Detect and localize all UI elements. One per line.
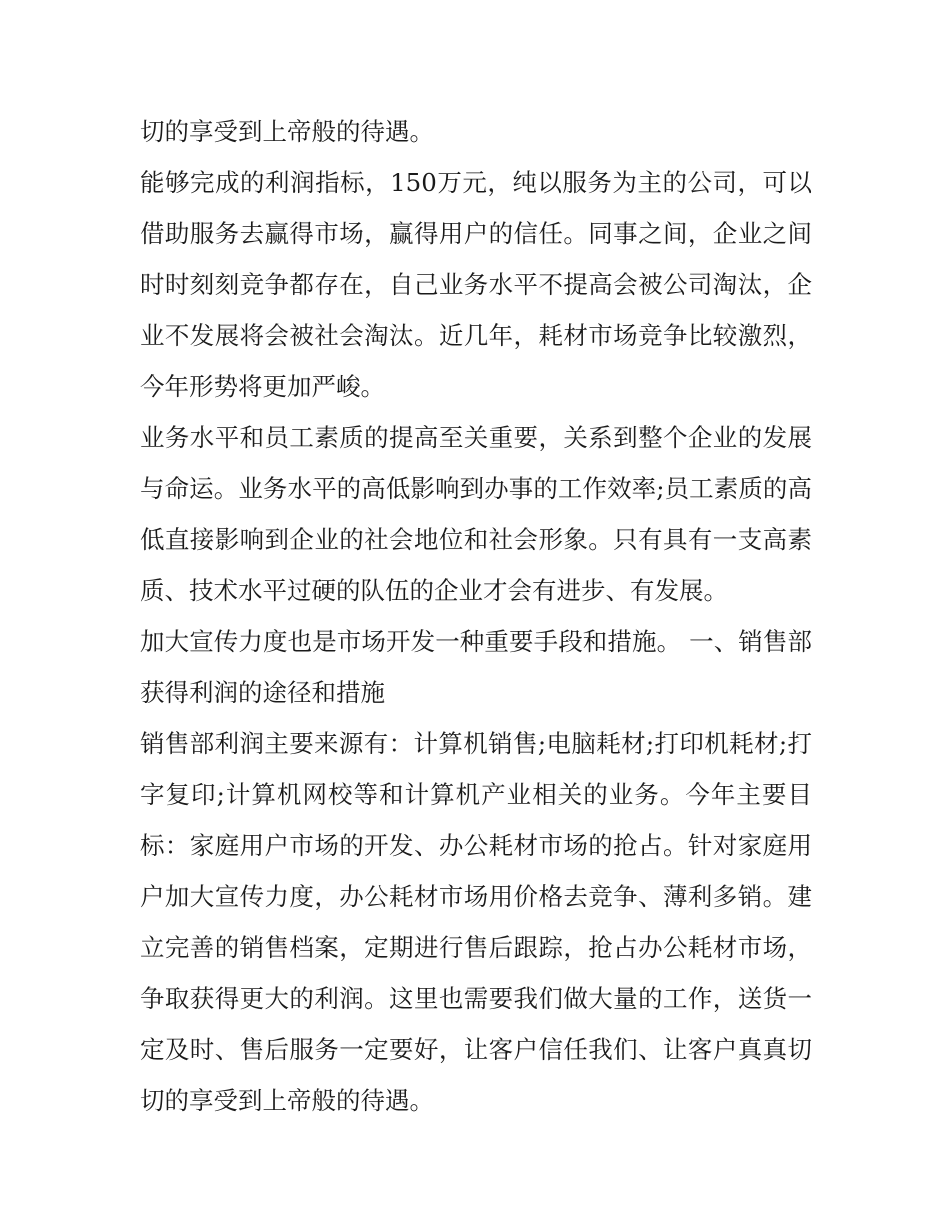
document-body xyxy=(140,106,812,1126)
paragraph-3: 业务水平和员工素质的提高至关重要，关系到整个企业的发展与命运。业务水平的高低影响到办事的工作效率;员工素质的高低直接影响到企业的社会地位和社会形象。只有具有一支高素质、技术水平过硬的队伍的企业才会有进步、有发展。 xyxy=(140,423,812,605)
paragraph-4: 加大宣传力度也是市场开发一种重要手段和措施。 一、销售部获得利润的途径和措施 xyxy=(140,627,812,707)
paragraph-2: 能够完成的利润指标，150万元，纯以服务为主的公司，可以借助服务去赢得市场，赢得用户的信任。同事之间，企业之间时时刻刻竞争都存在，自己业务水平不提高会被公司淘汰，企业不发展将会被社会淘汰。近几年，耗材市场竞争比较激烈，今年形势将更加严峻。 xyxy=(140,168,812,401)
paragraph-1: 切的享受到上帝般的待遇。 xyxy=(140,117,434,146)
paragraph-5: 销售部利润主要来源有：计算机销售;电脑耗材;打印机耗材;打字复印;计算机网校等和计算机产业相关的业务。今年主要目标：家庭用户市场的开发、办公耗材市场的抢占。针对家庭用户加大宣传力度，办公耗材市场用价格去竞争、薄利多销。建立完善的销售档案，定期进行售后跟踪，抢占办公耗材市场，争取获得更大的利润。这里也需要我们做大量的工作，送货一定及时、售后服务一定要好，让客户信任我们、让客户真真切切的享受到上帝般的待遇。 xyxy=(140,729,812,1115)
